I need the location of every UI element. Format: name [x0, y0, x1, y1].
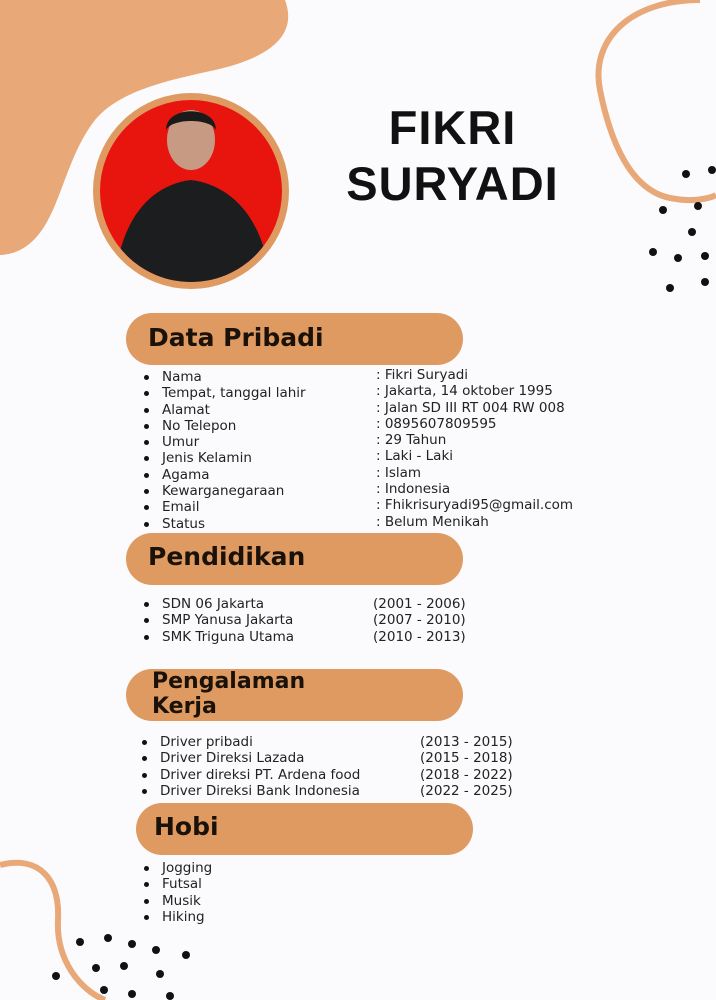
label: Alamat: [140, 402, 306, 418]
section-title: [152, 669, 305, 719]
education-years: [373, 596, 466, 645]
list-item: Futsal: [140, 876, 212, 892]
list-item: Hiking: [140, 909, 212, 925]
education-list: [140, 596, 294, 645]
bottom-left-curve: [0, 863, 105, 1000]
person-silhouette: [100, 100, 282, 282]
value: : Fikri Suryadi: [376, 367, 469, 383]
value: : 29 Tahun: [376, 432, 447, 449]
dots-bottom-left: [52, 934, 190, 1000]
label: Jenis Kelamin: [140, 450, 306, 466]
section-title: Pendidikan: [148, 542, 306, 571]
list-item: Driver Direksi Lazada: [138, 750, 360, 766]
list-item: Driver Direksi Bank Indonesia: [138, 783, 360, 799]
personal-data-labels: [140, 369, 306, 532]
personal-data-values: [376, 367, 573, 530]
list-item: SDN 06 Jakarta: [140, 596, 294, 612]
year-range: (2010 - 2013): [373, 628, 466, 645]
full-name: [330, 100, 575, 212]
section-header-pengalaman: [126, 669, 463, 721]
name-first: FIKRI: [388, 101, 517, 154]
value: : Jakarta, 14 oktober 1995: [376, 383, 553, 400]
section-header-hobi: [136, 803, 473, 855]
year-range: (2007 - 2010): [373, 612, 466, 629]
label: No Telepon: [140, 418, 306, 434]
title-line: Kerja: [152, 694, 217, 719]
list-item: Musik: [140, 893, 212, 909]
label: Nama: [140, 369, 306, 385]
label: Email: [140, 499, 306, 515]
list-item: Jogging: [140, 860, 212, 876]
name-last: SURYADI: [346, 157, 559, 210]
value: : Fhikrisuryadi95@gmail.com: [376, 497, 574, 514]
list-item: SMP Yanusa Jakarta: [140, 612, 294, 628]
experience-years: [420, 734, 513, 799]
value: : Laki - Laki: [376, 448, 454, 465]
label: Agama: [140, 467, 306, 483]
value: : Islam: [376, 464, 422, 481]
dots-top-right: [649, 166, 716, 292]
label: Tempat, tanggal lahir: [140, 385, 306, 401]
value: : Indonesia: [376, 481, 451, 498]
section-title: Data Pribadi: [148, 323, 324, 352]
year-range: (2018 - 2022): [420, 766, 513, 783]
value: : Belum Menikah: [376, 513, 489, 530]
year-range: (2022 - 2025): [420, 782, 513, 799]
hobby-list: [140, 860, 212, 925]
section-header-data-pribadi: [126, 313, 463, 365]
section-title: Hobi: [154, 812, 219, 841]
experience-list: [138, 734, 360, 799]
year-range: (2015 - 2018): [420, 750, 513, 767]
value: : Jalan SD III RT 004 RW 008: [376, 399, 565, 416]
label: Kewarganegaraan: [140, 483, 306, 499]
label: Status: [140, 516, 306, 532]
label: Umur: [140, 434, 306, 450]
section-header-pendidikan: [126, 533, 463, 585]
value: : 0895607809595: [376, 415, 497, 432]
list-item: SMK Triguna Utama: [140, 629, 294, 645]
year-range: (2001 - 2006): [373, 596, 466, 612]
list-item: Driver pribadi: [138, 734, 360, 750]
list-item: Driver direksi PT. Ardena food: [138, 767, 360, 783]
title-line: Pengalaman: [152, 669, 306, 694]
top-right-curve: [598, 0, 716, 200]
year-range: (2013 - 2015): [420, 734, 513, 750]
profile-photo: [93, 93, 289, 289]
